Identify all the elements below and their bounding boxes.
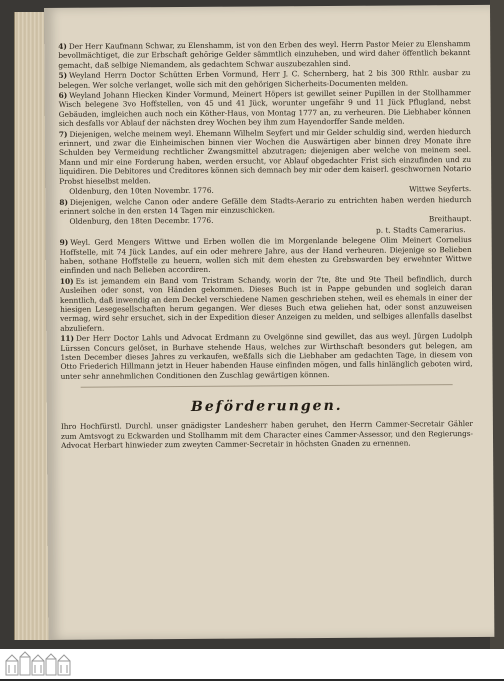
entry-number: 5) (58, 71, 68, 81)
entry-text: Der Herr Kaufmann Schwar, zu Elenshamm, ist von den Erben des weyl. Herrn Pastor Meier zu Elenshamm bevollmächtiget, die zur Erbschaft gehörige Gelder sämmtlich einzuheben, und wird daher öffentlich bekannt gemacht, daß selbige Niemandem, als gedachtem Schwar auszubezahlen sind. (58, 39, 471, 70)
entry-number: 6) (58, 90, 68, 100)
entry-text: Diejenigen, welche meinem weyl. Ehemann Wilhelm Seyfert und mir Gelder schuldig sind, werden hiedurch erinnert, und zwar die Einheimischen binnen vier Wochen die Auswärtigen aber binnen drey Monate ihre Schulden bey Vermeidung rechtlicher Zwangsmittel abzutragen; diejenigen aber welche von meinem seel. Mann und mir eine Forderung haben, werden ersucht, vor Ablauf obgedachter Frist sich einzufinden und zu liquidiren. Die Debitores und Creditores können sich demnach bey mir oder dem kaiserl. geschwornen Notario Probst hieselbst melden. (58, 126, 472, 186)
signature-role: p. t. Stadts Camerarius. (375, 224, 466, 235)
announcement-4 (58, 39, 470, 70)
signature-name: Wittwe Seyferts. (409, 184, 472, 194)
signature-name: Breithaupt. (428, 214, 472, 224)
viewer-footer (0, 649, 504, 679)
promotion-notice: Ihro Hochfürstl. Durchl. unser gnädigster Landesherr haben geruhet, den Herrn Cammer-Secretair Gähler zum Amtsvogt zu Eckwarden und Stollhamm mit dem Character eines Cammer-Assessor, und den Regierungs-Advocat Herbart hinwieder zum zweyten Cammer-Secretair in höchsten Gnaden zu ernennen. (60, 419, 474, 450)
entry-text: Weyland Johann Hiecken Kinder Vormund, Meinert Höpers ist gewillet seiner Pupillen in der Stollhammer Wisch belegene 3vo Hoffstellen, von 45 und 41 Jück, worunter ungefähr 9 und 11 Jück Pflugland, nebst Gebäuden, imgleichen auch noch ein Köther-Haus, von Montag 1777 an, zu verheuren. Die Liebhaber können sich desfalls vor Ablauf der nächsten drey Wochen bey ihm zum Hayendorffer Sande melden. (58, 88, 471, 129)
entry-text: Weyl. Gerd Mengers Wittwe und Erben wollen die im Morgenlande belegene Olim Meinert Cornelius Hoffstelle, mit 74 Jück Landes, auf ein oder mehrere Jahre, aus der Hand verheuren. Diejenige so Belieben haben, sothane Hoffstelle zu heuern, wollen sich mit dem ehesten zu Grebswarden bey erwehnter Wittwe einfinden und nach Belieben accordiren. (59, 235, 472, 276)
entry-number: 10) (59, 276, 74, 286)
entry-number: 9) (59, 237, 69, 248)
entry-number: 4) (58, 41, 67, 51)
announcement-5 (58, 68, 470, 90)
entry-text: Weyland Herrn Doctor Schütten Erben Vormund, Herr J. C. Schernberg, hat 2 bis 300 Rthlr. ausbar zu belegen. Wer solche verlanget, wolle sich mit den gehörigen Sicherheits-Documenten melden. (58, 68, 471, 90)
entry-text: Es ist jemandem ein Band vom Tristram Schandy, worin der 7te, 8te und 9te Theil befindlich, durch Ausleihen oder sonst, von Händen gekommen. Dieses Buch ist in Pappe gebunden und sogleich daran kenntlich, daß inwendig an dem Deckel verschiedene Namen geschrieben stehen, weil es ehemals in einer der hiesigen Lesegesellschaften herum gegangen. Wer dieses Buch etwa geliehen hat, oder sonst anzuweisen vermag, wird sehr ersuchet, sich in der Expedition dieser Anzeigen zu melden, und selbiges allenfalls daselbst abzuliefern. (59, 273, 473, 333)
page-content (58, 39, 473, 451)
document-page (44, 5, 494, 640)
entry-text: Diejenigen, welche Canon oder andere Gefälle dem Stadts-Aerario zu entrichten haben werden hiedurch erinnert solche in den ersten 14 Tagen mir einzuschicken. (59, 194, 472, 216)
announcement-10 (60, 274, 472, 333)
announcement-6 (59, 88, 471, 129)
announcement-7 (59, 127, 471, 186)
entry-number: 7) (58, 129, 68, 139)
entry-number: 11) (60, 333, 74, 344)
entry-text: Der Herr Doctor Lahls und Advocat Erdmann zu Ovelgönne sind gewillet, das aus weyl. Jürgen Ludolph Lürssen Concurs gelöset, in Burhave stehende Haus, welches zur Wirthschaft besonders gut belegen, am 1sten December dieses Jahres zu verkaufen, weßfalls sich die Liebhaber am gedachten Tage, in diesem von Otto Friederich Hillmann jetzt in Heuer habenden Hause einfinden mögen, und falls hinlänglich geboten wird, unter sehr annehmlichen Conditionen den Zuschlag gewärtigen können. (60, 331, 473, 381)
section-heading: Beförderungen. (190, 398, 343, 416)
announcement-9 (60, 235, 472, 276)
library-building-icon (4, 651, 74, 681)
announcement-11 (60, 331, 472, 381)
signature-place-date: Oldenburg, den 18ten Decembr. 1776. (69, 216, 214, 227)
announcement-8 (59, 195, 471, 217)
section-divider (81, 384, 453, 388)
entry-number: 8) (59, 197, 68, 207)
signature-place-date: Oldenburg, den 10ten Novembr. 1776. (69, 185, 214, 196)
